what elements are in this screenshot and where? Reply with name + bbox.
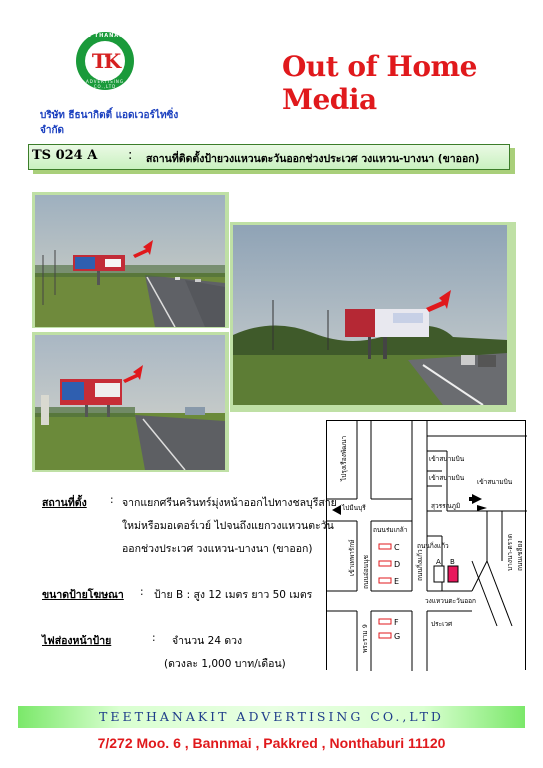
logo-ring-text-top: TEE THANAKIT	[78, 33, 132, 39]
map-billboard-e: E	[394, 577, 400, 586]
map-billboard-f: F	[394, 618, 399, 627]
map-label-eastern-ring: วงแหวนตะวันออก	[425, 597, 476, 605]
logo-monogram: TK	[91, 49, 119, 73]
map-billboard-g: G	[394, 632, 401, 641]
map-label-kingkaew-road: ถนนกิ่งแก้ว	[416, 549, 424, 581]
location-map	[326, 420, 526, 670]
location-label: สถานที่ตั้ง	[42, 497, 87, 509]
location-line-1: จากแยกศรีนครินทร์มุ่งหน้าออกไปทางชลบุรีสาย	[122, 497, 337, 509]
map-billboard-d: D	[394, 560, 401, 569]
map-billboard-a: A	[436, 558, 441, 566]
map-billboard-c: C	[394, 543, 400, 552]
map-label-airport-2: เข้าสนามบิน	[429, 474, 465, 482]
map-label-bangna-road: ถนนเชลียง	[516, 540, 524, 571]
map-label-onnut-road: ถนนอ่อนนุช	[362, 555, 370, 589]
map-label-airport-1: เข้าสนามบิน	[429, 455, 465, 463]
map-label-kingkaew: ถนนกิ่งแก้ว	[417, 542, 449, 550]
light-label-wrap	[42, 632, 111, 649]
location-colon: :	[110, 494, 114, 506]
location-line-2: ใหม่หรือมอเตอร์เวย์ ไปจนถึงแยกวงแหวนตะวัน	[122, 520, 334, 532]
map-label-road-north: ไปรุงเรืองพัฒนา	[340, 435, 348, 481]
map-billboard-b: B	[450, 558, 455, 566]
map-label-pravet: ประเวศ	[431, 620, 453, 628]
map-label-rama9: พระราม 9	[361, 624, 369, 653]
company-name-thai: บริษัท ธีธนากิตติ์ แอดเวอร์ไทซิ่ง จำกัด	[40, 110, 179, 136]
light-price: (ดวงละ 1,000 บาท/เดือน)	[164, 658, 286, 670]
location-line-3: ออกช่วงประเวศ วงแหวน-บางนา (ขาออก)	[122, 543, 313, 555]
map-label-bangna-trat: บางนา-ตราด	[506, 534, 514, 571]
size-value: ป้าย B : สูง 12 เมตร ยาว 50 เมตร	[154, 589, 313, 601]
light-colon: :	[152, 632, 156, 644]
company-logo	[76, 32, 134, 90]
billboard-photo-1	[35, 195, 225, 327]
light-value: จำนวน 24 ดวง	[172, 635, 243, 647]
size-colon: :	[140, 586, 144, 598]
light-label: ไฟส่องหน้าป้าย	[42, 635, 112, 647]
size-label-wrap	[42, 586, 124, 603]
map-label-romklao: ถนนร่มเกล้า	[373, 526, 408, 534]
location-label-wrap	[42, 494, 87, 511]
billboard-photo-3	[233, 225, 507, 405]
map-label-airport-3: เข้าสนามบิน	[477, 478, 513, 486]
site-location-title: สถานที่ติดตั้งป้ายวงแหวนตะวันออกช่วงประเวศ วงแหวน-บางนา (ขาออก)	[146, 153, 480, 165]
map-label-to-minburi: ไปมีนบุรี	[342, 504, 366, 512]
map-label-theparak: เข้าเทพารักษ์	[348, 539, 356, 576]
page-title: Out of Home Media	[282, 50, 477, 116]
site-code: TS 024 A	[32, 148, 98, 163]
size-label: ขนาดป้ายโฆษณา	[42, 589, 124, 601]
footer-address: 7/272 Moo. 6 , Bannmai , Pakkred , Nonthaburi 11120	[97, 735, 446, 751]
footer-company-name: TEETHANAKIT ADVERTISING CO.,LTD	[99, 709, 444, 724]
banner-separator: :	[128, 148, 133, 163]
map-label-suvarnabhumi: สุวรรณภูมิ	[431, 502, 461, 510]
logo-ring-text-bottom: ADVERTISING CO.,LTD	[86, 79, 124, 89]
billboard-photo-2	[35, 335, 225, 470]
